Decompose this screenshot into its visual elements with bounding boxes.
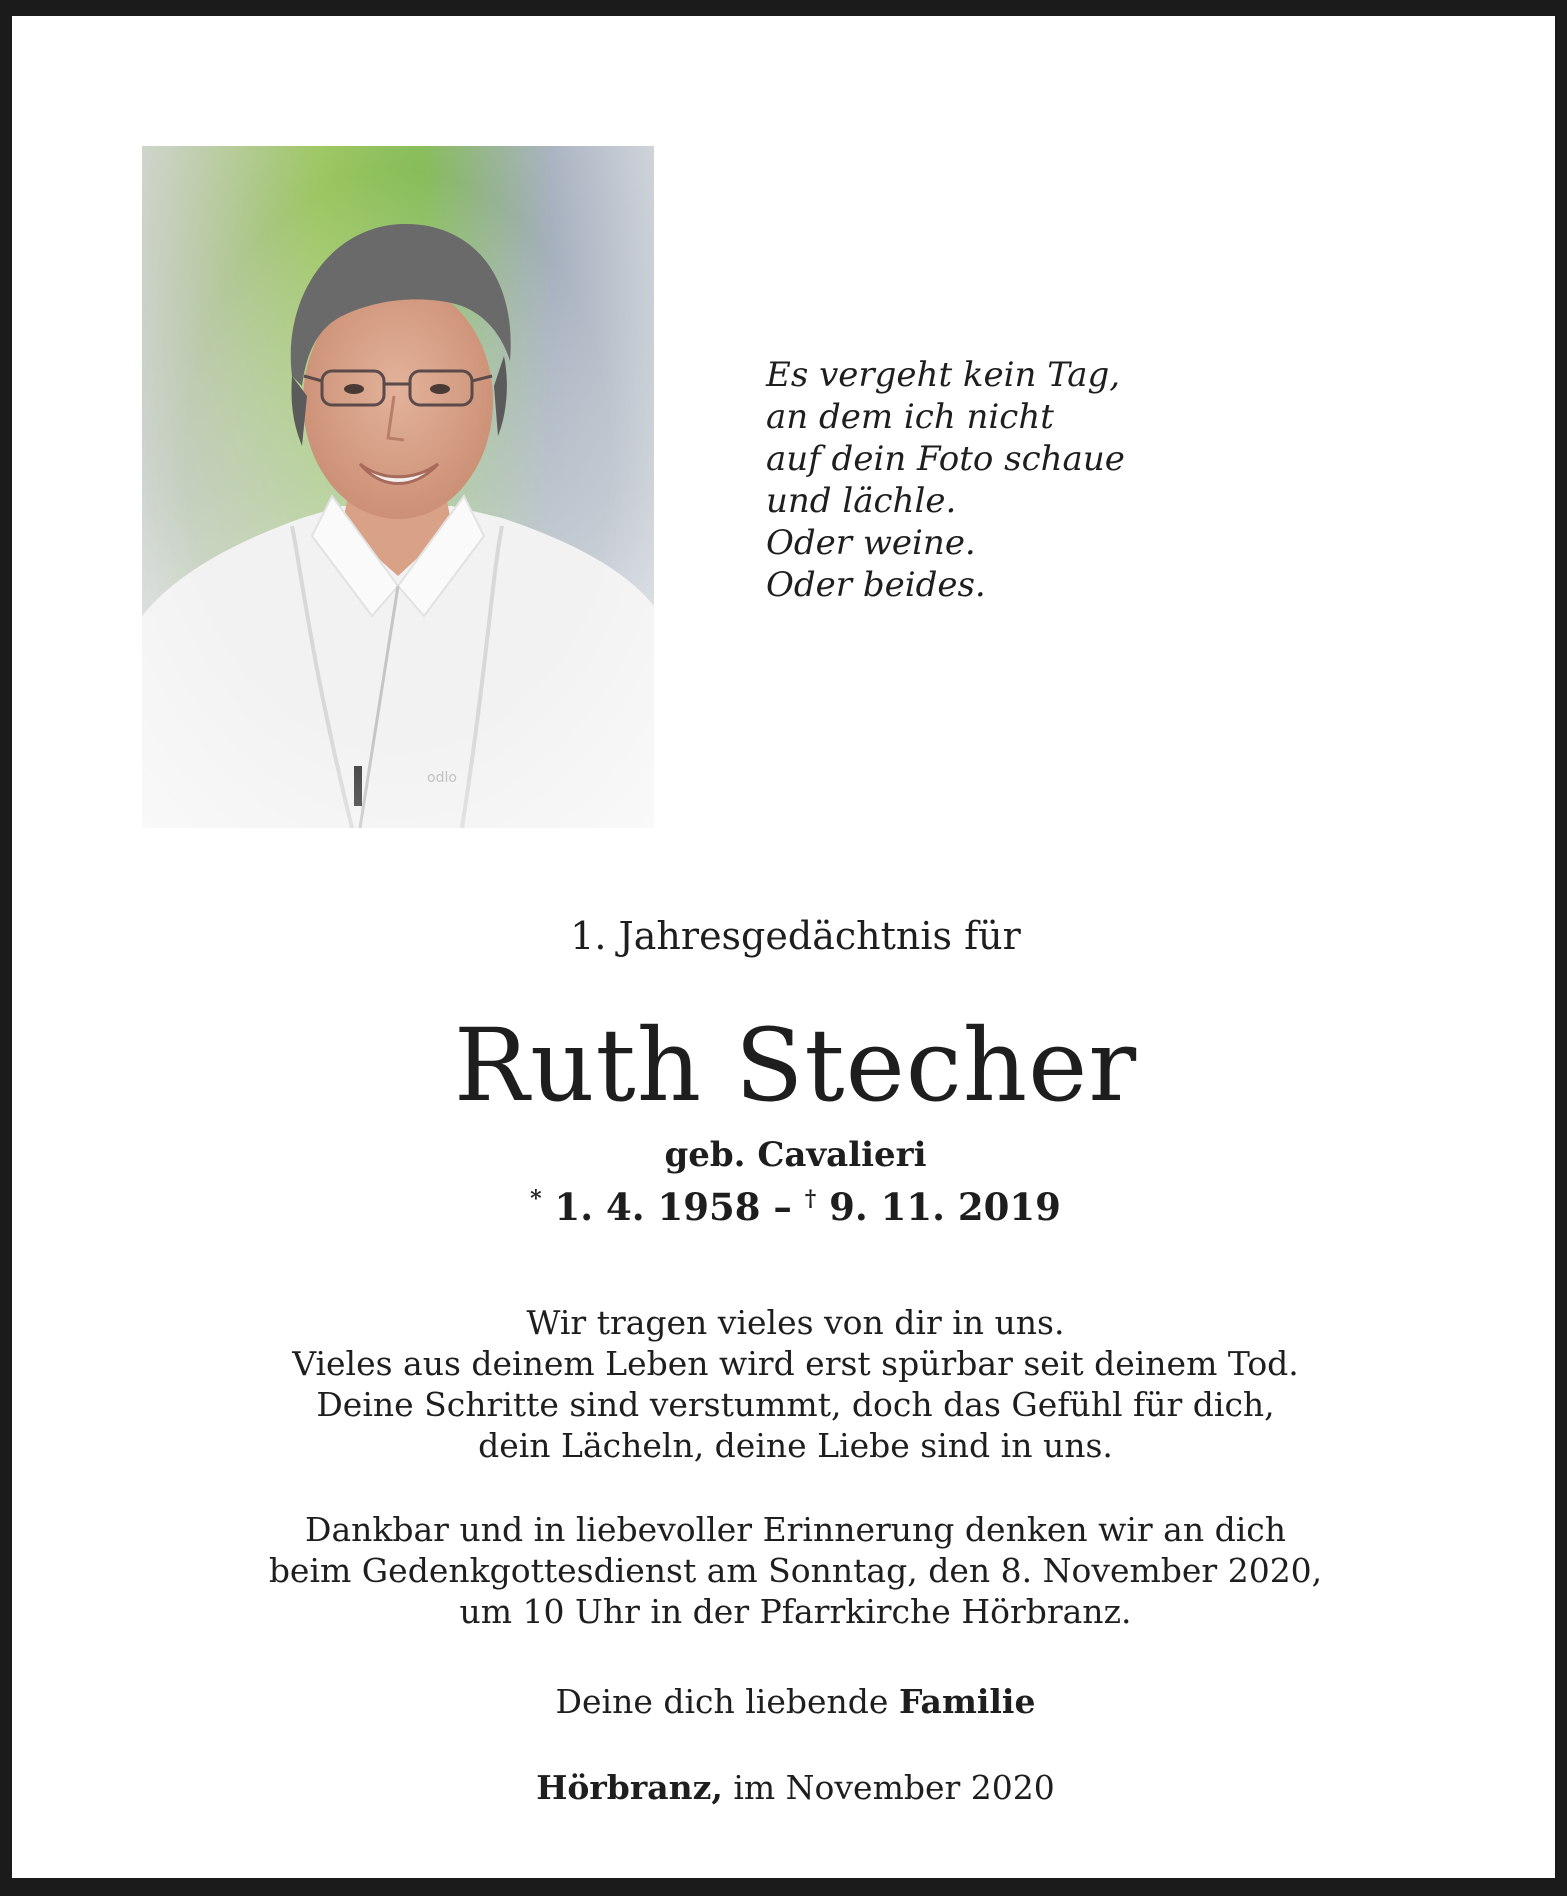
deceased-name: Ruth Stecher xyxy=(453,1007,1138,1124)
poem-line: Oder weine. xyxy=(766,523,976,563)
signoff-prefix: Deine dich liebende xyxy=(555,1682,899,1721)
family-signoff xyxy=(12,1680,1567,1724)
life-dates xyxy=(12,1176,1567,1230)
notice-date: im November 2020 xyxy=(722,1768,1055,1807)
poem-line: auf dein Foto schaue xyxy=(766,439,1125,479)
birth-date: 1. 4. 1958 xyxy=(554,1185,761,1229)
text-line: Vieles aus deinem Leben wird erst spürbar seit deinem Tod. xyxy=(292,1344,1299,1383)
memorial-subtitle: 1. Jahresgedächtnis für xyxy=(570,914,1021,958)
death-symbol: † xyxy=(804,1186,817,1212)
poem-line: Oder beides. xyxy=(766,565,986,605)
place-name: Hörbranz, xyxy=(536,1768,723,1807)
text-line: beim Gedenkgottesdienst am Sonntag, den 8. November 2020, xyxy=(268,1551,1323,1590)
text-line: dein Lächeln, deine Liebe sind in uns. xyxy=(478,1426,1113,1465)
service-announcement xyxy=(12,1509,1567,1632)
portrait-photo xyxy=(142,146,654,828)
place-and-date xyxy=(12,1766,1567,1810)
text-line: Wir tragen vieles von dir in uns. xyxy=(526,1303,1065,1342)
text-line: Deine Schritte sind verstummt, doch das Gefühl für dich, xyxy=(316,1385,1275,1424)
poem-line: an dem ich nicht xyxy=(766,397,1054,437)
death-date: 9. 11. 2019 xyxy=(829,1185,1061,1229)
date-separator: – xyxy=(773,1185,792,1229)
signoff-family: Familie xyxy=(898,1682,1036,1721)
poem-line: und lächle. xyxy=(766,481,957,521)
poem-line: Es vergeht kein Tag, xyxy=(766,355,1121,395)
memorial-text-paragraph xyxy=(12,1302,1567,1466)
text-line: um 10 Uhr in der Pfarrkirche Hörbranz. xyxy=(459,1592,1132,1631)
memorial-poem xyxy=(766,354,1366,606)
birth-symbol: * xyxy=(530,1186,542,1212)
birth-name: geb. Cavalieri xyxy=(664,1135,927,1175)
text-line: Dankbar und in liebevoller Erinnerung denken wir an dich xyxy=(305,1510,1286,1549)
